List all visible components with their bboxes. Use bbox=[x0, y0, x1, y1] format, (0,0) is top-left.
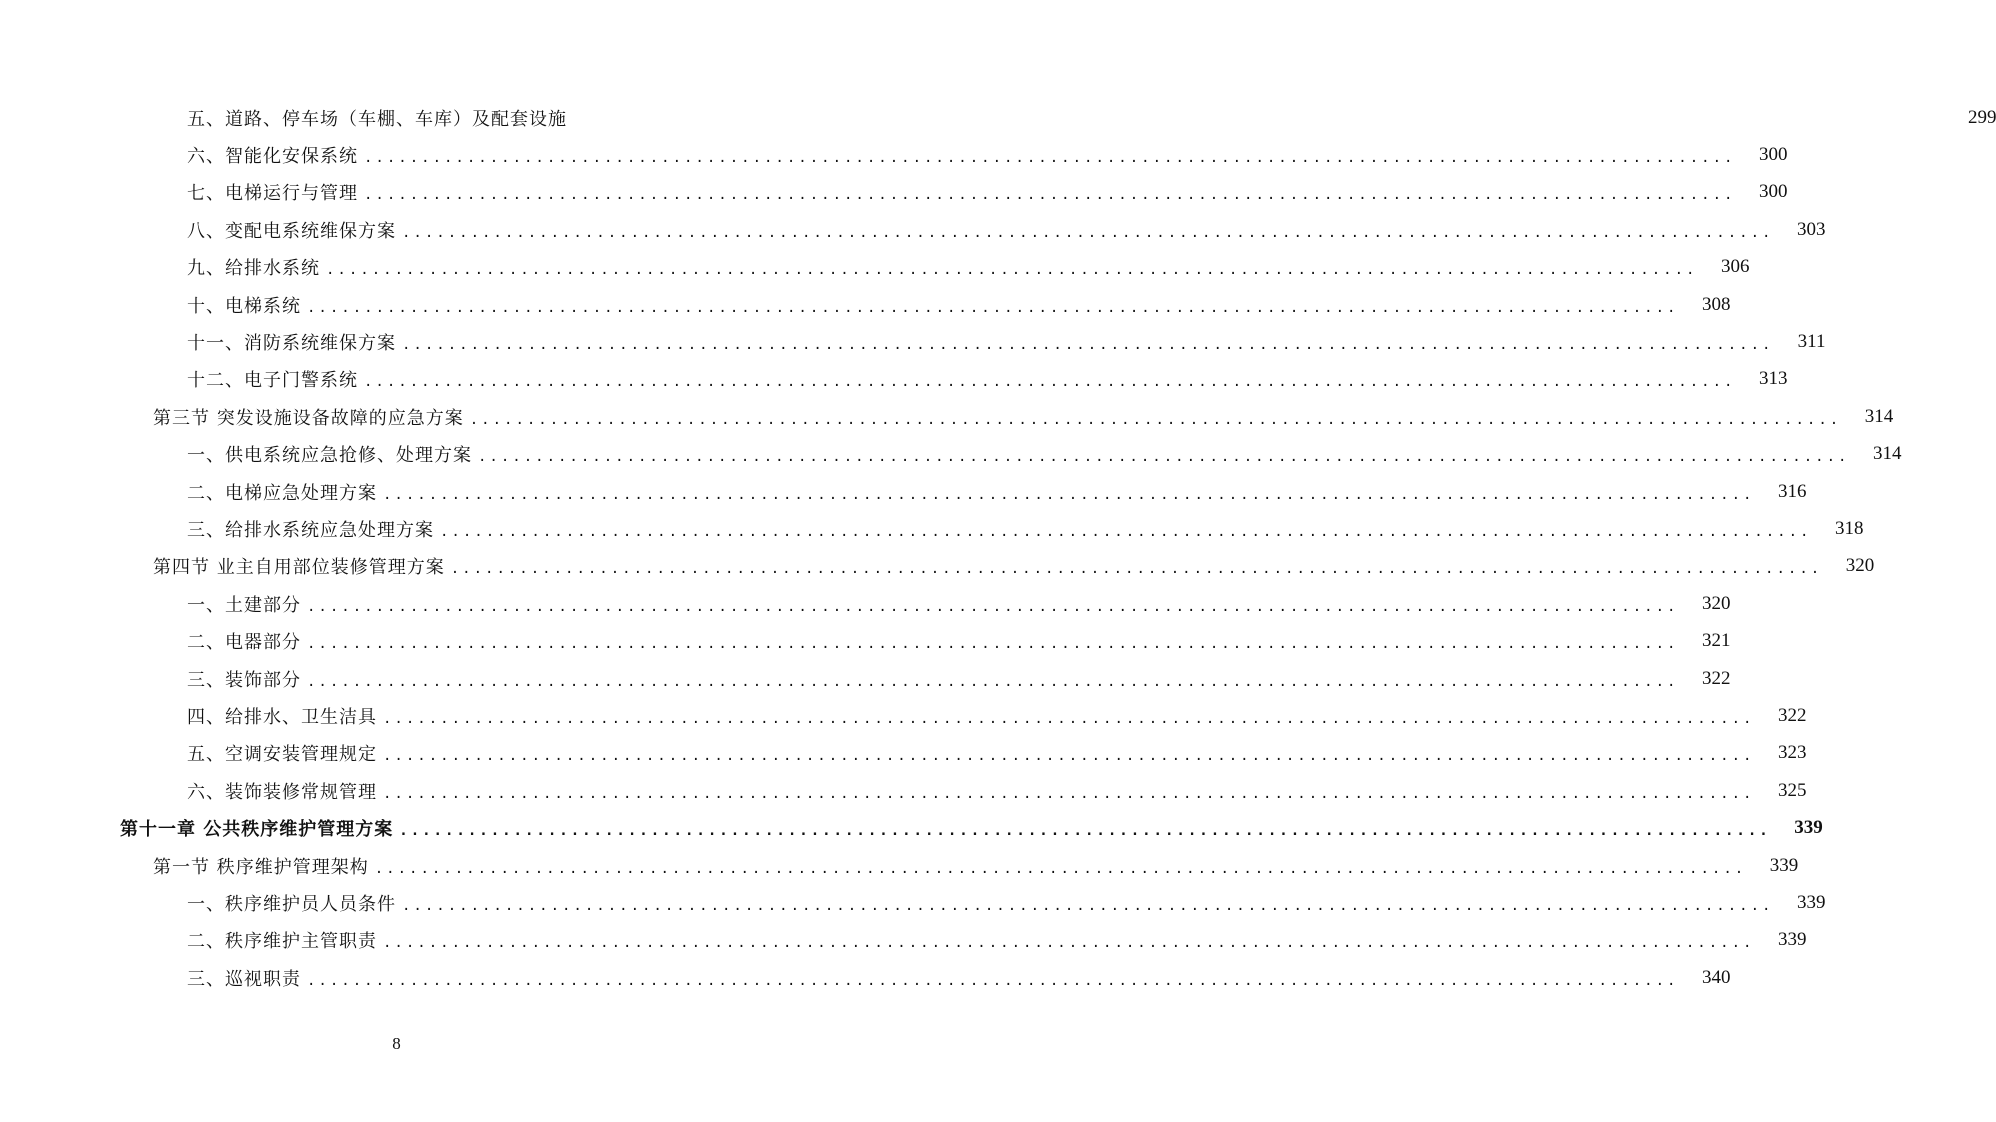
toc-entry-title: 一、供电系统应急抢修、处理方案 bbox=[187, 445, 472, 467]
dot-leader: ........................................................................................................................ bbox=[364, 374, 1736, 391]
dot-leader: ........................................................................................................................ bbox=[383, 486, 1755, 503]
toc-entry-title: 七、电梯运行与管理 bbox=[187, 183, 358, 205]
toc-entry-title: 第十一章 公共秩序维护管理方案 bbox=[120, 819, 394, 841]
toc-entry[interactable] bbox=[0, 622, 1731, 659]
dot-leader: ........................................................................................................................ bbox=[364, 187, 1736, 204]
toc-entry[interactable] bbox=[0, 809, 1823, 846]
dot-leader: ........................................................................................................................ bbox=[383, 748, 1755, 765]
toc-entry-title: 第一节 秩序维护管理架构 bbox=[153, 856, 369, 878]
toc-entry-title: 二、电梯应急处理方案 bbox=[187, 482, 377, 504]
toc-entry-page-number: 306 bbox=[1720, 256, 1750, 278]
toc-entry-page-number: 299 bbox=[1967, 106, 1996, 128]
toc-entry-page-number: 311 bbox=[1797, 331, 1826, 353]
toc-entry-title: 五、道路、停车场（车棚、车库）及配套设施 bbox=[187, 108, 567, 130]
toc-entry-title: 三、巡视职责 bbox=[187, 968, 301, 990]
toc-entry-page-number: 314 bbox=[1872, 443, 1902, 465]
toc-entry[interactable] bbox=[0, 174, 1788, 211]
toc-entry-title: 五、空调安装管理规定 bbox=[187, 744, 377, 766]
toc-entry-title: 六、智能化安保系统 bbox=[187, 146, 358, 168]
toc-entry-page-number: 320 bbox=[1845, 555, 1875, 577]
toc-entry[interactable] bbox=[0, 922, 1807, 959]
dot-leader: ........................................................................................................................ bbox=[307, 598, 1679, 615]
toc-entry[interactable] bbox=[0, 323, 1826, 360]
toc-entry-page-number: 339 bbox=[1794, 817, 1823, 839]
toc-entry[interactable] bbox=[0, 660, 1731, 697]
toc-entry-page-number: 320 bbox=[1701, 592, 1731, 614]
toc-entry[interactable] bbox=[0, 211, 1826, 248]
toc-entry-page-number: 313 bbox=[1758, 368, 1788, 390]
dot-leader: ........................................................................................................................ bbox=[307, 673, 1679, 690]
dot-leader: ........................................................................................................................ bbox=[364, 150, 1736, 167]
toc-entry-page-number: 340 bbox=[1701, 966, 1731, 988]
toc-entry[interactable] bbox=[0, 510, 1864, 547]
toc-entry[interactable] bbox=[0, 473, 1807, 510]
toc-entry-title: 三、给排水系统应急处理方案 bbox=[187, 519, 434, 541]
table-of-contents bbox=[0, 99, 1996, 996]
toc-entry[interactable] bbox=[0, 548, 1875, 585]
dot-leader: ........................................................................................................................ bbox=[307, 636, 1679, 653]
toc-entry-title: 二、电器部分 bbox=[187, 632, 301, 654]
toc-entry-title: 三、装饰部分 bbox=[187, 669, 301, 691]
dot-leader: ........................................................................................................................ bbox=[307, 972, 1679, 989]
toc-entry-page-number: 339 bbox=[1777, 929, 1807, 951]
toc-entry-page-number: 303 bbox=[1796, 218, 1826, 240]
toc-entry[interactable] bbox=[0, 585, 1731, 622]
toc-entry-page-number: 314 bbox=[1864, 405, 1894, 427]
toc-entry-title: 一、秩序维护员人员条件 bbox=[187, 893, 396, 915]
toc-entry-title: 十、电梯系统 bbox=[187, 295, 301, 317]
toc-entry-title: 一、土建部分 bbox=[187, 594, 301, 616]
toc-entry-title: 十二、电子门警系统 bbox=[187, 370, 358, 392]
toc-entry[interactable] bbox=[0, 99, 1996, 136]
dot-leader: ........................................................................................................................ bbox=[450, 561, 1823, 578]
toc-entry-page-number: 308 bbox=[1701, 293, 1731, 315]
dot-leader: ........................................................................................................................ bbox=[307, 299, 1679, 316]
dot-leader: ........................................................................................................................ bbox=[374, 860, 1747, 877]
toc-entry[interactable] bbox=[0, 847, 1799, 884]
toc-entry-title: 四、给排水、卫生洁具 bbox=[187, 706, 377, 728]
dot-leader: ........................................................................................................................ bbox=[383, 935, 1755, 952]
toc-entry-title: 六、装饰装修常规管理 bbox=[187, 781, 377, 803]
dot-leader: ........................................................................................................................ bbox=[326, 262, 1698, 279]
dot-leader: ........................................................................................................................ bbox=[402, 337, 1774, 354]
toc-entry[interactable] bbox=[0, 735, 1807, 772]
dot-leader: ........................................................................................................................ bbox=[478, 449, 1850, 466]
toc-entry[interactable] bbox=[0, 884, 1826, 921]
toc-entry-page-number: 316 bbox=[1777, 480, 1807, 502]
toc-entry-page-number: 325 bbox=[1777, 779, 1807, 801]
dot-leader: ........................................................................................................................ bbox=[469, 411, 1842, 428]
toc-entry[interactable] bbox=[0, 398, 1894, 435]
toc-entry-page-number: 300 bbox=[1758, 181, 1788, 203]
page-number: 8 bbox=[392, 1034, 401, 1053]
toc-entry-title: 第四节 业主自用部位装修管理方案 bbox=[153, 557, 445, 579]
toc-entry-page-number: 321 bbox=[1701, 630, 1731, 652]
toc-entry-title: 八、变配电系统维保方案 bbox=[187, 220, 396, 242]
toc-entry-page-number: 300 bbox=[1758, 144, 1788, 166]
dot-leader: ........................................................................................................................ bbox=[399, 823, 1771, 840]
toc-entry-page-number: 322 bbox=[1777, 704, 1807, 726]
toc-entry-title: 九、给排水系统 bbox=[187, 258, 320, 280]
toc-entry-page-number: 323 bbox=[1777, 742, 1807, 764]
toc-entry[interactable] bbox=[0, 136, 1788, 173]
toc-entry[interactable] bbox=[0, 361, 1788, 398]
toc-entry[interactable] bbox=[0, 772, 1807, 809]
toc-entry[interactable] bbox=[0, 286, 1731, 323]
toc-entry-page-number: 322 bbox=[1701, 667, 1731, 689]
dot-leader: ........................................................................................................................ bbox=[402, 224, 1774, 241]
dot-leader: ........................................................................................................................ bbox=[383, 785, 1755, 802]
toc-entry-page-number: 318 bbox=[1834, 517, 1864, 539]
toc-entry-title: 二、秩序维护主管职责 bbox=[187, 931, 377, 953]
toc-entry[interactable] bbox=[0, 249, 1750, 286]
toc-entry-page-number: 339 bbox=[1769, 854, 1799, 876]
dot-leader: ........................................................................................................................ bbox=[402, 897, 1774, 914]
toc-entry[interactable] bbox=[0, 959, 1731, 996]
toc-entry-title: 十一、消防系统维保方案 bbox=[187, 333, 396, 355]
toc-entry-title: 第三节 突发设施设备故障的应急方案 bbox=[153, 407, 464, 429]
dot-leader: ........................................................................................................................ bbox=[440, 523, 1812, 540]
dot-leader: ........................................................................................................................ bbox=[383, 710, 1755, 727]
toc-entry[interactable] bbox=[0, 697, 1807, 734]
toc-entry[interactable] bbox=[0, 436, 1902, 473]
toc-entry-page-number: 339 bbox=[1796, 891, 1826, 913]
